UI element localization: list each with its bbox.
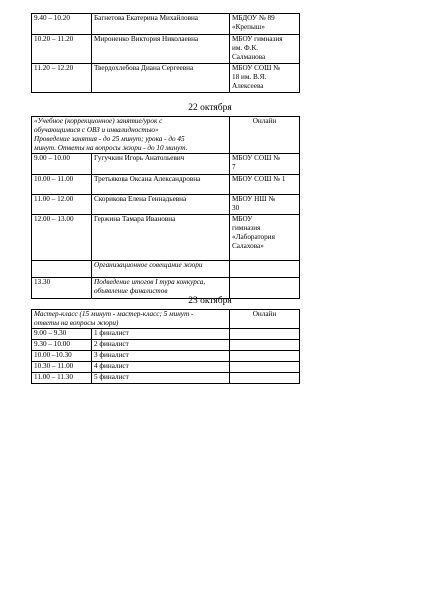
time-cell: 10.30 – 11.00	[32, 362, 92, 373]
table-row-intro	[32, 310, 300, 329]
participant-name: Твердохлебова Диана Сергеевна	[92, 64, 230, 93]
participant-name: Мироненко Виктория Николаевна	[92, 35, 230, 64]
time-cell: 9.00 – 10.00	[32, 154, 92, 175]
empty-cell	[230, 340, 300, 351]
time-cell: 9.30 – 10.00	[32, 340, 92, 351]
empty-cell	[230, 351, 300, 362]
session-description	[32, 117, 230, 154]
summary-line: Подведение итогов I тура конкурса,	[94, 278, 206, 286]
organization-line: МБОУ СОШ № 1	[232, 175, 286, 183]
online-label: Онлайн	[230, 117, 300, 154]
organization-cell	[230, 35, 300, 64]
organization-line: им. Ф.К.	[232, 44, 259, 52]
organization-line: 30	[232, 204, 240, 212]
organization-line: МБОУ гимназия	[232, 35, 283, 43]
table-row	[32, 215, 300, 261]
organization-line: 18 им. В.Я.	[232, 73, 267, 81]
table-row	[32, 14, 300, 35]
table-row	[32, 195, 300, 215]
participant-name: Гугучкин Игорь Анатольевич	[92, 154, 230, 175]
organization-line: «Лаборатория	[232, 233, 275, 241]
time-cell: 11.00 – 12.00	[32, 195, 92, 215]
organization-line: Салахова»	[232, 242, 264, 250]
empty-cell	[230, 261, 300, 278]
organization-cell	[230, 215, 300, 261]
finalist-label: 5 финалист	[92, 373, 230, 384]
online-label: Онлайн	[230, 310, 300, 329]
session-description	[32, 310, 230, 329]
time-cell: 13.30	[32, 278, 92, 299]
time-cell: 9.40 – 10.20	[32, 14, 92, 35]
organization-line: МБОУ НШ №	[232, 195, 276, 203]
description-line: обучающимися с ОВЗ и инвалидностью»	[34, 126, 159, 134]
table-row	[32, 362, 300, 373]
description-line: Проведение занятия - до 25 минут; урока - до 45	[34, 135, 185, 143]
time-cell	[32, 261, 92, 278]
organization-line: МБОУ СОШ №	[232, 64, 281, 72]
participant-name: Скорикова Елена Геннадьевна	[92, 195, 230, 215]
organization-cell	[230, 64, 300, 93]
organization-line: Алексеева	[232, 82, 264, 90]
table-row-meeting	[32, 261, 300, 278]
schedule-table-day2	[31, 116, 300, 299]
description-line: ответы на вопросы жюри)	[34, 319, 119, 327]
schedule-table-day3	[31, 309, 300, 384]
table-row	[32, 175, 300, 195]
finalist-label: 3 финалист	[92, 351, 230, 362]
table-row	[32, 64, 300, 93]
participant-name: Гержина Тамара Ивановна	[92, 215, 230, 261]
organization-line: МБОУ	[232, 215, 253, 223]
table-row	[32, 329, 300, 340]
table-row	[32, 154, 300, 175]
table-row	[32, 373, 300, 384]
time-cell: 9.00 – 9.30	[32, 329, 92, 340]
time-cell: 10.00 – 11.00	[32, 175, 92, 195]
description-line: «Учебное (коррекционное) занятие/урок с	[34, 117, 163, 125]
day-heading-22-october: 22 октября	[188, 103, 232, 113]
empty-cell	[230, 373, 300, 384]
organization-cell	[230, 195, 300, 215]
finalist-label: 1 финалист	[92, 329, 230, 340]
organization-cell	[230, 14, 300, 35]
schedule-table-day1	[31, 13, 300, 93]
summary-line: объявление финалистов	[94, 287, 168, 295]
day-heading-23-october: 23 октября	[188, 296, 232, 306]
organization-line: МБОУ СОШ №	[232, 154, 281, 162]
organization-cell	[230, 154, 300, 175]
description-line: Мастер-класс (15 минут - мастер-класс; 5 минут -	[34, 310, 194, 318]
empty-cell	[230, 362, 300, 373]
organization-line: 7	[232, 163, 236, 171]
organization-line: «Крепыш»	[232, 23, 265, 31]
table-row	[32, 35, 300, 64]
time-cell: 12.00 – 13.00	[32, 215, 92, 261]
finalist-label: 4 финалист	[92, 362, 230, 373]
time-cell: 10.00 –10.30	[32, 351, 92, 362]
time-cell: 11.00 – 11.30	[32, 373, 92, 384]
empty-cell	[230, 329, 300, 340]
participant-name: Третьякова Оксана Александровна	[92, 175, 230, 195]
organization-line: гимназия	[232, 224, 261, 232]
organization-cell	[230, 175, 300, 195]
finalist-label: 2 финалист	[92, 340, 230, 351]
time-cell: 11.20 – 12.20	[32, 64, 92, 93]
time-cell: 10.20 – 11.20	[32, 35, 92, 64]
description-line: минут. Ответы на вопросы жюри - до 10 минут.	[34, 144, 188, 152]
meeting-label: Организационное совещание жюри	[92, 261, 230, 278]
table-row-intro	[32, 117, 300, 154]
table-row	[32, 340, 300, 351]
table-row	[32, 351, 300, 362]
organization-line: Салманова	[232, 53, 266, 61]
participant-name: Багнетова Екатерина Михайловна	[92, 14, 230, 35]
organization-line: МБДОУ № 89	[232, 14, 275, 22]
